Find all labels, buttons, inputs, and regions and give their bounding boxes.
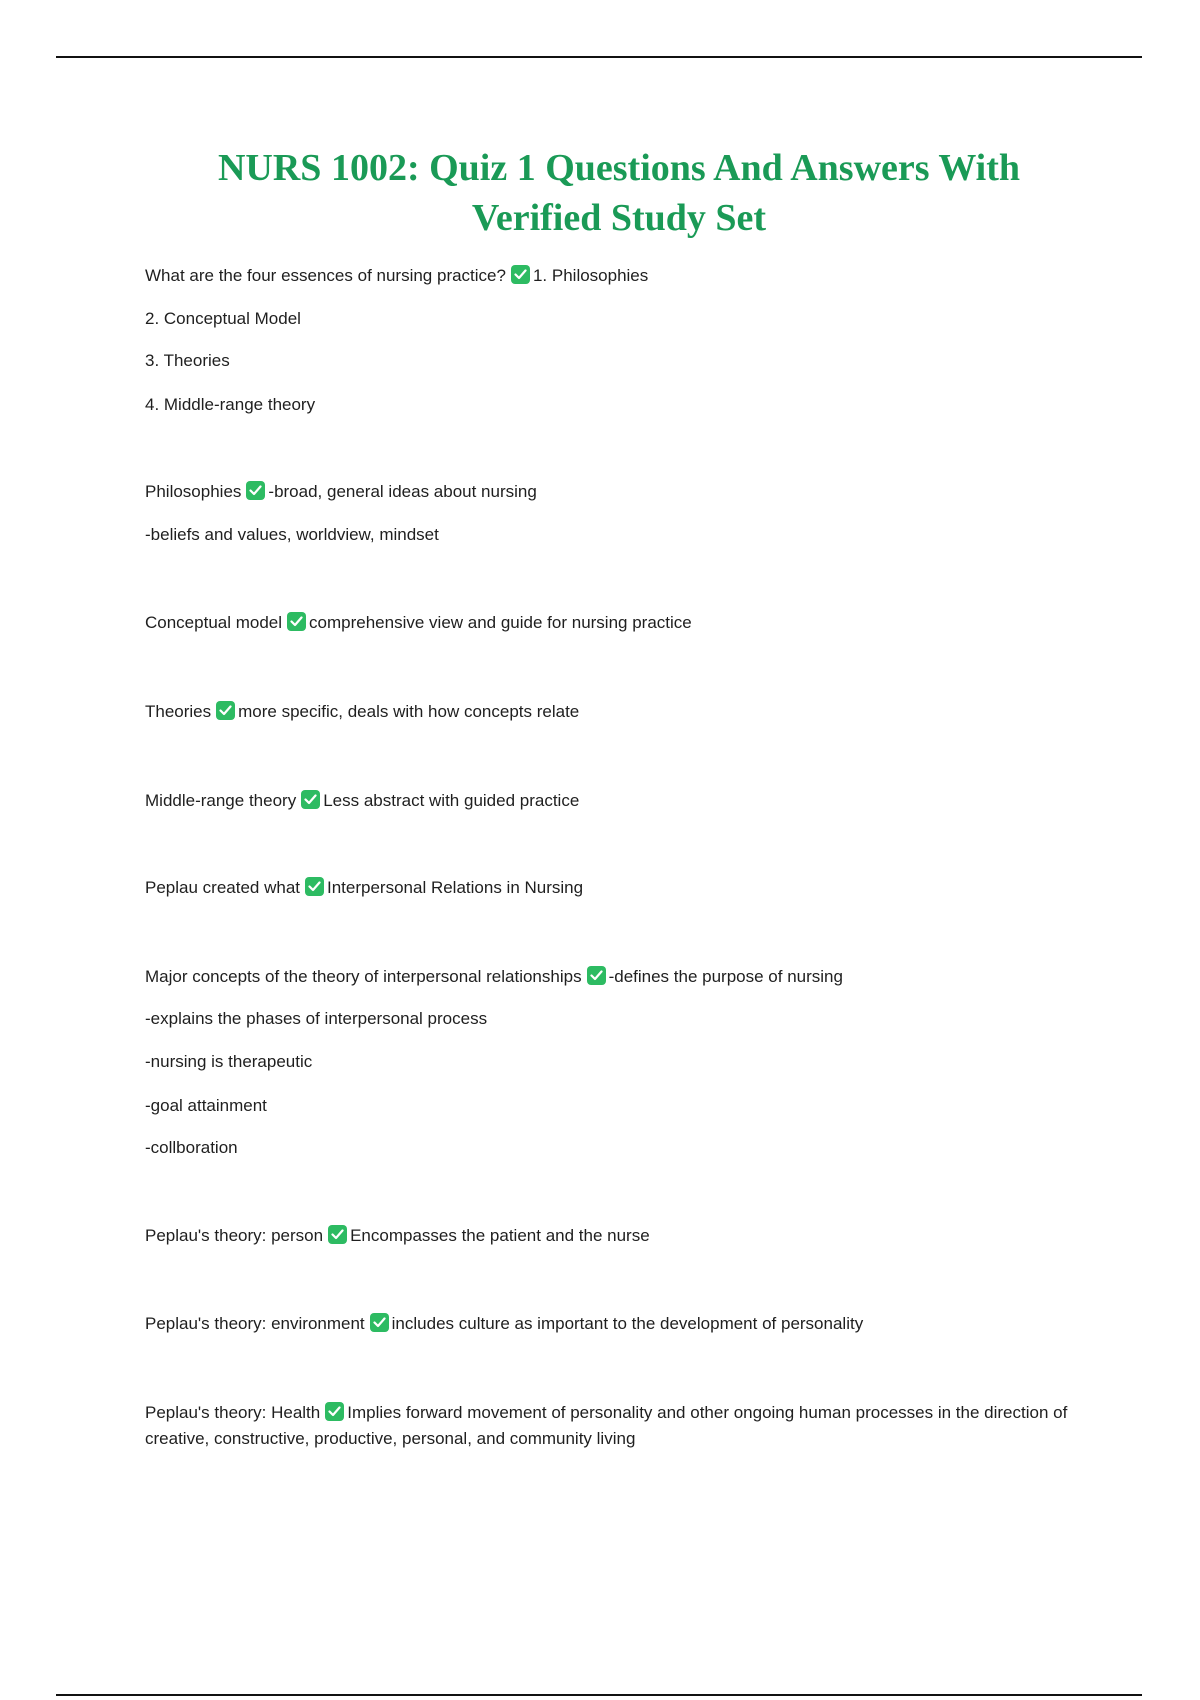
answer-continuation: -explains the phases of interpersonal process <box>145 1009 488 1028</box>
answer-text: -defines the purpose of nursing <box>608 967 843 986</box>
question-text: Conceptual model <box>145 613 283 632</box>
question-text: Peplau's theory: person <box>145 1226 324 1245</box>
question-text: Peplau created what <box>145 878 300 897</box>
check-mark-icon <box>325 1402 344 1421</box>
check-mark-icon <box>587 966 606 985</box>
question-text: Theories <box>145 702 212 721</box>
check-mark-icon <box>287 612 306 631</box>
answer-continuation: -goal attainment <box>145 1096 267 1115</box>
check-mark-icon <box>301 790 320 809</box>
qa-item <box>145 1311 863 1337</box>
answer-continuation: 2. Conceptual Model <box>145 309 301 328</box>
bottom-rule <box>56 1694 1142 1696</box>
answer-continuation: -beliefs and values, worldview, mindset <box>145 525 439 544</box>
question-text: Philosophies <box>145 482 242 501</box>
question-text: Peplau's theory: Health <box>145 1403 321 1422</box>
check-mark-icon <box>370 1313 389 1332</box>
question-text: Peplau's theory: environment <box>145 1314 365 1333</box>
answer-text: 1. Philosophies <box>532 266 649 285</box>
check-mark-icon <box>328 1225 347 1244</box>
qa-item <box>145 788 579 814</box>
qa-item <box>145 875 583 901</box>
qa-item <box>145 964 843 990</box>
title-line-1: NURS 1002: Quiz 1 Questions And Answers With <box>217 147 1021 189</box>
answer-text: Less abstract with guided practice <box>323 791 580 810</box>
answer-text: Implies forward movement of personality and other ongoing human processes in the direction of creative, constructive, productive, personal, and community living <box>145 1403 1068 1448</box>
title-line-2: Verified Study Set <box>471 197 767 239</box>
answer-text: comprehensive view and guide for nursing practice <box>309 613 692 632</box>
answer-text: -broad, general ideas about nursing <box>268 482 537 501</box>
question-text: Middle-range theory <box>145 791 297 810</box>
question-text: Major concepts of the theory of interpersonal relationships <box>145 967 582 986</box>
answer-continuation: 4. Middle-range theory <box>145 395 316 414</box>
qa-item <box>145 610 692 636</box>
answer-continuation: 3. Theories <box>145 351 230 370</box>
answer-continuation: -collboration <box>145 1138 238 1157</box>
qa-item <box>145 699 579 725</box>
answer-text: Interpersonal Relations in Nursing <box>327 878 584 897</box>
check-mark-icon <box>216 701 235 720</box>
answer-text: includes culture as important to the development of personality <box>391 1314 864 1333</box>
qa-item <box>145 479 537 505</box>
qa-item <box>145 1400 1080 1452</box>
check-mark-icon <box>246 481 265 500</box>
answer-text: more specific, deals with how concepts relate <box>238 702 580 721</box>
check-mark-icon <box>511 265 530 284</box>
question-text: What are the four essences of nursing practice? <box>145 266 506 285</box>
check-mark-icon <box>305 877 324 896</box>
answer-text: Encompasses the patient and the nurse <box>350 1226 650 1245</box>
answer-continuation: -nursing is therapeutic <box>145 1052 313 1071</box>
qa-item <box>145 1223 650 1249</box>
qa-item <box>145 263 648 289</box>
